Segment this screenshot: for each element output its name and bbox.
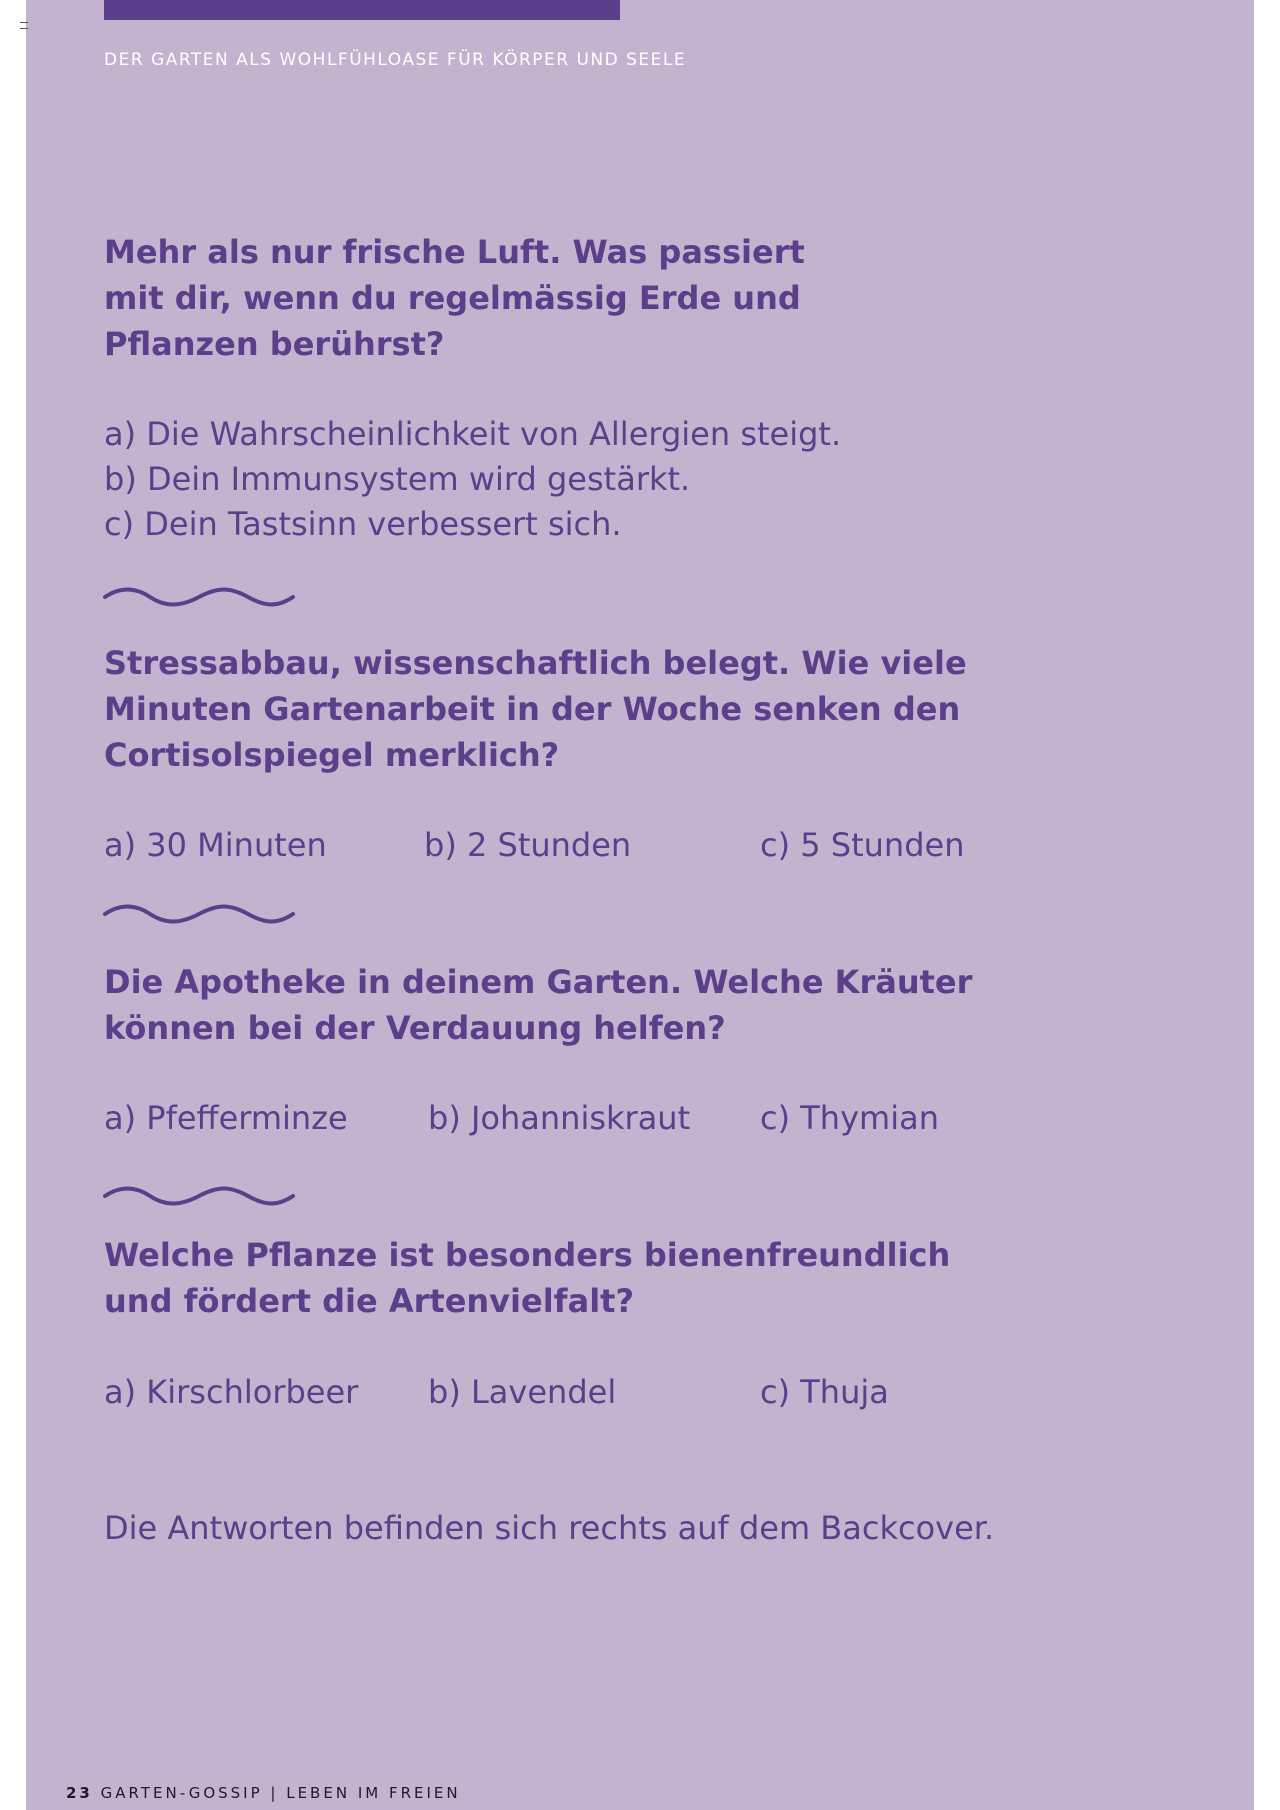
answer-3c: c) Thymian [760,1099,939,1137]
question-1-answers [104,412,841,547]
question-4 [104,1232,950,1324]
section-kicker: DER GARTEN ALS WOHLFÜHLOASE FÜR KÖRPER UND SEELE [104,50,687,70]
question-3 [104,959,972,1051]
question-4-line-1: Welche Pflanze ist besonders bienenfreundlich [104,1236,951,1274]
question-4-answers [104,1370,1104,1414]
answer-4c: c) Thuja [760,1373,889,1411]
footer-text: GARTEN-GOSSIP | LEBEN IM FREIEN [100,1784,461,1802]
question-2-line-3: Cortisolspiegel merklich? [104,736,560,774]
question-2-line-2: Minuten Gartenarbeit in der Woche senken den [104,690,961,728]
wave-divider-icon [102,1184,296,1206]
question-4-line-2: und fördert die Artenvielfalt? [104,1282,635,1320]
question-2 [104,640,967,778]
question-1-line-3: Pflanzen berührst? [104,325,445,363]
answer-1b: b) Dein Immunsystem wird gestärkt. [104,460,691,498]
wave-divider-icon [102,585,296,607]
question-2-line-1: Stressabbau, wissenschaftlich belegt. Wie viele [104,644,967,682]
answer-3b: b) Johanniskraut [428,1099,691,1137]
question-1-line-1: Mehr als nur frische Luft. Was passiert [104,233,805,271]
wave-divider-icon [102,902,296,924]
page-footer [66,1784,461,1802]
crop-mark-icon [20,22,28,29]
question-1 [104,229,805,367]
answers-note: Die Antworten befinden sich rechts auf dem Backcover. [104,1509,995,1547]
answer-3a: a) Pfefferminze [104,1099,348,1137]
answer-2a: a) 30 Minuten [104,826,327,864]
page-number: 23 [66,1784,93,1802]
top-accent-bar [104,0,620,20]
question-3-line-1: Die Apotheke in deinem Garten. Welche Kräuter [104,963,973,1001]
question-3-answers [104,1096,1104,1140]
answer-4a: a) Kirschlorbeer [104,1373,359,1411]
answer-1c: c) Dein Tastsinn verbessert sich. [104,505,622,543]
answer-2c: c) 5 Stunden [760,826,965,864]
question-3-line-2: können bei der Verdauung helfen? [104,1009,726,1047]
answer-4b: b) Lavendel [428,1373,617,1411]
question-1-line-2: mit dir, wenn du regelmässig Erde und [104,279,801,317]
answer-1a: a) Die Wahrscheinlichkeit von Allergien steigt. [104,415,842,453]
answer-2b: b) 2 Stunden [424,826,632,864]
question-2-answers [104,823,1104,867]
